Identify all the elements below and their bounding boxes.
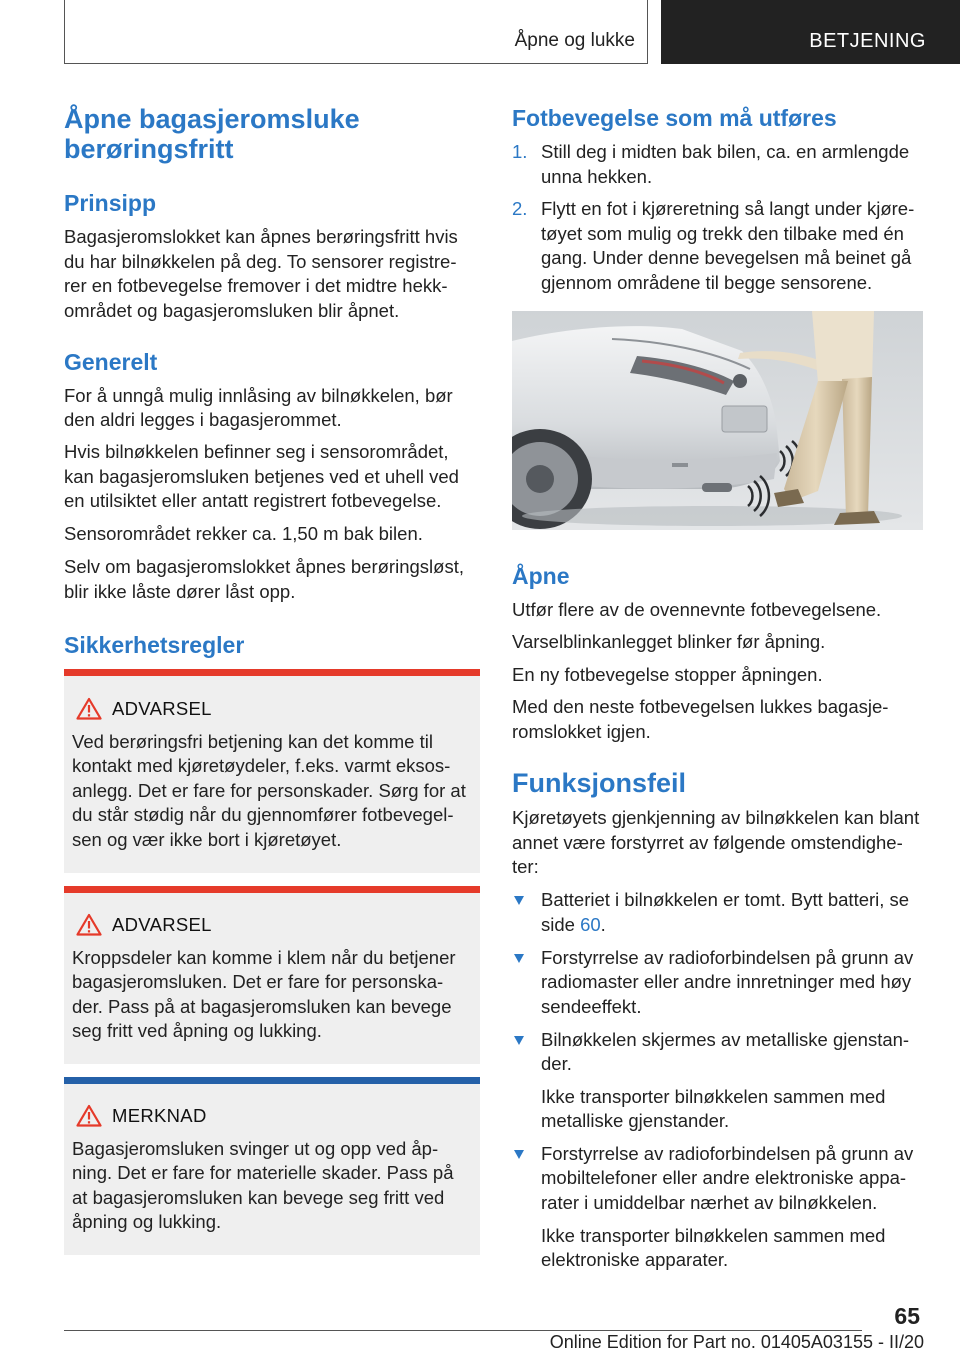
notice-line: åpning og lukking. [72,1211,222,1232]
bullet-text: . [600,914,606,935]
principle-line: du har bilnøkkelen på deg. To sensorer registre- [64,251,457,272]
bullet-line: Batteriet i bilnøkkelen er tomt. Bytt batteri, se [541,889,910,910]
warning-triangle-icon [76,913,102,936]
warning-line: der. Pass på at bagasjeromsluken kan bevege [72,996,452,1017]
general-line: den aldri legges i bagasjerommet. [64,409,342,430]
bullet-triangle-icon [514,1036,524,1045]
bullet-subline: Ikke transporter bilnøkkelen sammen med [541,1225,886,1246]
warning-box [64,669,480,873]
principle-line: Bagasjeromslokket kan åpnes berøringsfritt hvis [64,226,458,247]
warning-title: ADVARSEL [112,698,212,719]
bullet-line: Forstyrrelse av radioforbindelsen på grunn av [541,947,914,968]
principle-line: området og bagasjeromsluken blir åpnet. [64,300,400,321]
bullet-line [541,913,927,938]
bullet-text: side [541,914,581,935]
warning-box [64,886,480,1064]
warning-triangle-icon [76,1104,102,1127]
heading-principle: Prinsipp [64,190,157,216]
foot-sensor-illustration [512,311,923,530]
section-title: Åpne og lukke [514,30,635,51]
bullet-subline: Ikke transporter bilnøkkelen sammen med [541,1086,886,1107]
bullet-line: sendeeffekt. [541,996,642,1017]
heading-malfunction: Funksjonsfeil [512,768,687,798]
heading-safety: Sikkerhetsregler [64,632,245,658]
malfunction-intro-line: ter: [512,856,539,877]
open-line: En ny fotbevegelse stopper åpningen. [512,664,823,685]
principle-line: rer en fotbevegelse fremover i det midtre hekk- [64,275,448,296]
page-reference-link[interactable]: 60 [580,914,601,935]
page-title-line1: Åpne bagasjeromsluke [64,104,360,134]
step-line: tøyet som mulig og trekk den tilbake med én [541,223,904,244]
notice-bar [64,1077,480,1084]
step-number: 1. [512,141,528,162]
bullet-subline: elektroniske apparater. [541,1249,729,1270]
notice-box [64,1077,480,1255]
bullet-line: der. [541,1053,572,1074]
open-line: Med den neste fotbevegelsen lukkes bagasje- [512,696,889,717]
general-line: Selv om bagasjeromslokket åpnes berøringsløst, [64,556,464,577]
open-line: romslokket igjen. [512,721,651,742]
heading-foot-movement: Fotbevegelse som må utføres [512,105,837,131]
bullet-subline: metalliske gjenstander. [541,1110,730,1131]
page-title-line2: berøringsfritt [64,134,234,164]
general-line: For å unngå mulig innlåsing av bilnøkkelen, bør [64,385,453,406]
malfunction-intro-line: annet være forstyrret av følgende omstendighe- [512,832,903,853]
page-number: 65 [894,1303,920,1329]
header-section-box [64,0,648,64]
general-line: kan bagasjeromsluken betjenes ved et uhell ved [64,466,459,487]
step-line: gang. Under denne bevegelsen må beinet gå [541,247,912,268]
bullet-line: Forstyrrelse av radioforbindelsen på grunn av [541,1143,914,1164]
open-line: Varselblinkanlegget blinker før åpning. [512,631,826,652]
warning-line: seg fritt ved åpning og lukking. [72,1020,322,1041]
warning-bar [64,886,480,893]
step-line: unna hekken. [541,166,653,187]
general-line: Hvis bilnøkkelen befinner seg i sensorområdet, [64,441,449,462]
open-line: Utfør flere av de ovennevnte fotbevegelsene. [512,599,882,620]
bullet-line: Bilnøkkelen skjermes av metalliske gjenstan- [541,1029,910,1050]
warning-line: Kroppsdeler kan komme i klem når du betjener [72,947,456,968]
notice-line: at bagasjeromsluken kan bevege seg fritt ved [72,1187,445,1208]
warning-line: bagasjeromsluken. Det er fare for personska- [72,971,444,992]
bullet-line: mobiltelefoner eller andre elektroniske appa- [541,1167,907,1188]
header-chapter-tab [661,0,960,64]
warning-triangle-icon [76,697,102,720]
heading-general: Generelt [64,349,158,375]
chapter-title: BETJENING [809,30,926,52]
notice-title: MERKNAD [112,1105,207,1126]
warning-title: ADVARSEL [112,914,212,935]
step-line: gjennom områdene til begge sensorene. [541,272,873,293]
bullet-triangle-icon [514,954,524,963]
warning-line: sen og vær ikke bort i kjøretøyet. [72,829,342,850]
general-line: blir ikke låste dører låst opp. [64,581,296,602]
step-number: 2. [512,198,528,219]
step-line: Flytt en fot i kjøreretning så langt under kjøre- [541,198,915,219]
footer-divider [64,1330,862,1331]
warning-line: kontakt med kjøretøydeler, f.eks. varmt eksos- [72,755,451,776]
footer-edition: Online Edition for Part no. 01405A03155 - II/20 [549,1332,924,1352]
general-line: Sensorområdet rekker ca. 1,50 m bak bilen. [64,523,423,544]
notice-line: Bagasjeromsluken svinger ut og opp ved åp- [72,1138,439,1159]
warning-line: du står stødig når du gjennomfører fotbevegel- [72,804,454,825]
notice-line: ning. Det er fare for materielle skader. Pass på [72,1162,454,1183]
bullet-triangle-icon [514,896,524,905]
bullet-line: radiomaster eller andre innretninger med høy [541,971,912,992]
malfunction-intro-line: Kjøretøyets gjenkjenning av bilnøkkelen kan blant [512,807,920,828]
bullet-triangle-icon [514,1150,524,1159]
step-line: Still deg i midten bak bilen, ca. en armlengde [541,141,910,162]
heading-open: Åpne [512,563,570,589]
bullet-line: rater i umiddelbar nærhet av bilnøkkelen. [541,1192,878,1213]
warning-line: Ved berøringsfri betjening kan det komme til [72,731,433,752]
general-line: en utilsiktet eller antatt registrert fotbevegelse. [64,490,442,511]
warning-bar [64,669,480,676]
warning-line: anlegg. Det er fare for personskader. Sørg for at [72,780,466,801]
